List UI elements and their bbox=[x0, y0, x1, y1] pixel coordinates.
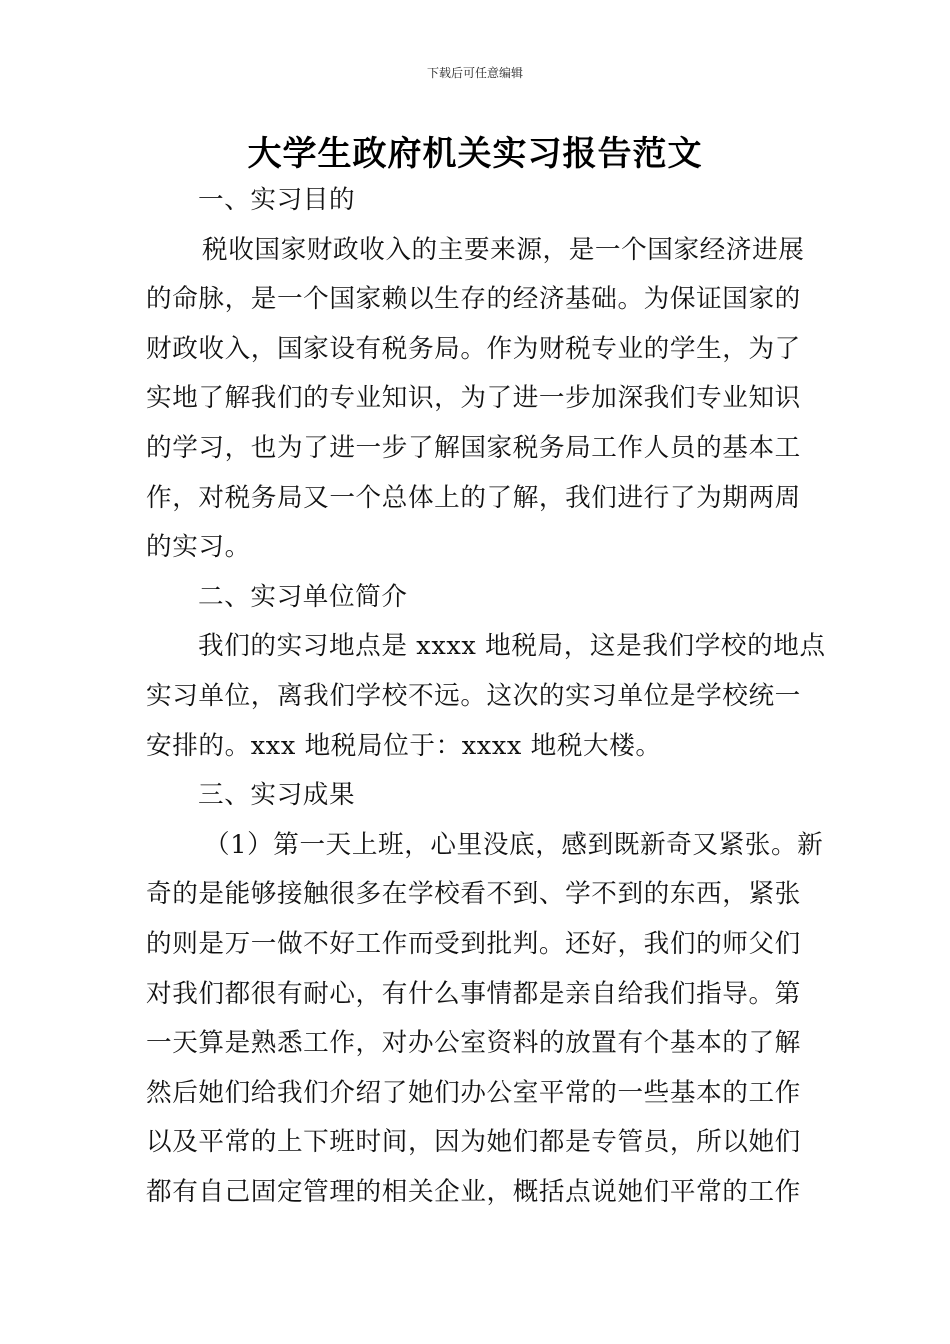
paragraph-line: （1）第一天上班，心里没底，感到既新奇又紧张。新 bbox=[204, 829, 824, 860]
paragraph-line: 实地了解我们的专业知识，为了进一步加深我们专业知识 bbox=[146, 383, 801, 414]
paragraph-line: 以及平常的上下班时间，因为她们都是专管员，所以她们 bbox=[146, 1127, 801, 1158]
paragraph-line: 我们的实习地点是 xxxx 地税局，这是我们学校的地点 bbox=[198, 631, 826, 662]
section-heading-purpose: 一、实习目的 bbox=[198, 185, 356, 215]
paragraph-line: 然后她们给我们介绍了她们办公室平常的一些基本的工作 bbox=[146, 1077, 801, 1108]
document-body bbox=[146, 176, 826, 1217]
paragraph-line: 的实习。 bbox=[146, 532, 251, 563]
paragraph-line: 的命脉，是一个国家赖以生存的经济基础。为保证国家的 bbox=[146, 284, 801, 315]
section-heading-results: 三、实习成果 bbox=[198, 780, 356, 811]
paragraph-line: 的则是万一做不好工作而受到批判。还好，我们的师父们 bbox=[146, 928, 801, 959]
paragraph-line: 一天算是熟悉工作，对办公室资料的放置有个基本的了解 bbox=[146, 1028, 801, 1059]
paragraph-line: 奇的是能够接触很多在学校看不到、学不到的东西，紧张 bbox=[146, 879, 801, 910]
paragraph-line: 对我们都很有耐心，有什么事情都是亲自给我们指导。第 bbox=[146, 978, 801, 1009]
page-header-note: 下载后可任意编辑 bbox=[426, 66, 523, 80]
paragraph-line: 作，对税务局又一个总体上的了解，我们进行了为期两周 bbox=[146, 482, 801, 513]
paragraph-line: 实习单位，离我们学校不远。这次的实习单位是学校统一 bbox=[146, 680, 801, 711]
paragraph-line: 财政收入，国家设有税务局。作为财税专业的学生，为了 bbox=[146, 333, 801, 364]
document-title: 大学生政府机关实习报告范文 bbox=[247, 134, 703, 174]
paragraph-line: 的学习，也为了进一步了解国家税务局工作人员的基本工 bbox=[146, 432, 801, 463]
paragraph-line: 都有自己固定管理的相关企业，概括点说她们平常的工作 bbox=[146, 1176, 801, 1207]
paragraph-line: 安排的。xxx 地税局位于：xxxx 地税大楼。 bbox=[146, 730, 662, 761]
paragraph-line: 税收国家财政收入的主要来源，是一个国家经济进展 bbox=[202, 234, 805, 265]
section-heading-unit-intro: 二、实习单位简介 bbox=[198, 581, 408, 612]
